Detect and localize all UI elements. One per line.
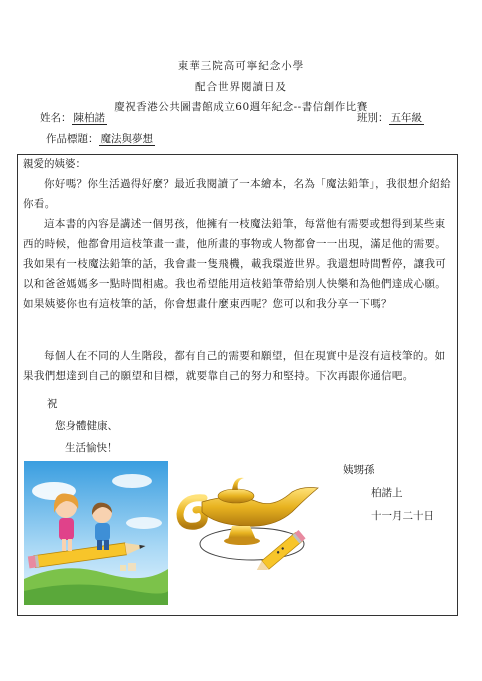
magic-lamp-pencil-illustration	[174, 462, 324, 570]
letter-greeting: 親愛的姨婆：	[23, 158, 86, 170]
children-on-pencil-illustration	[24, 461, 168, 605]
letter-paragraph-1: 你好嗎？你生活過得好麼？最近我閱讀了一本繪本，名為「魔法鉛筆」，我很想介紹給你看。	[23, 178, 452, 210]
occasion-line: 慶祝香港公共圖書館成立60週年紀念--書信創作比賽	[114, 101, 368, 113]
title-label: 作品標題：	[46, 133, 99, 145]
closing-wish: 祝	[47, 398, 58, 410]
event-line: 配合世界閱讀日及	[195, 81, 287, 93]
sender-signature: 柏諾上	[371, 487, 403, 499]
sender-relation: 姨甥孫	[343, 464, 375, 476]
school-name: 東華三院高可寧紀念小學	[177, 60, 305, 72]
letter-date: 十一月二十日	[371, 510, 434, 522]
name-label: 姓名：	[40, 112, 72, 124]
letter-paragraph-3: 每個人在不同的人生階段，都有自己的需要和願望，但在現實中是沒有這枝筆的。如果我們想達到自己的願望和目標，就要靠自己的努力和堅持。下次再跟你通信吧。	[23, 350, 446, 382]
name-row	[40, 110, 107, 125]
closing-line-2: 生活愉快！	[65, 442, 118, 454]
student-class: 五年級	[390, 112, 422, 124]
class-row	[357, 110, 424, 125]
class-label: 班別：	[357, 112, 389, 124]
closing-line-1: 您身體健康、	[55, 420, 118, 432]
letter-paragraph-2: 這本書的內容是講述一個男孩，他擁有一枝魔法鉛筆，每當他有需要或想得到某些東西的時候，他都會用這枝筆畫一畫，他所畫的事物或人物都會一一出現，滿足他的需要。我如果有一枝魔法鉛筆的話，我會畫一隻飛機，載我環遊世界。我還想時間暫停，讓我可以和爸爸媽媽多一點時間相處。我也希望能用這枝鉛筆帶給別人快樂和為他們達成心願。如果姨婆你也有這枝筆的話，你會想畫什麼東西呢？您可以和我分享一下嗎？	[23, 218, 447, 310]
student-name: 陳柏諾	[73, 112, 105, 124]
work-title: 魔法與夢想	[100, 133, 153, 145]
title-row	[46, 131, 155, 146]
